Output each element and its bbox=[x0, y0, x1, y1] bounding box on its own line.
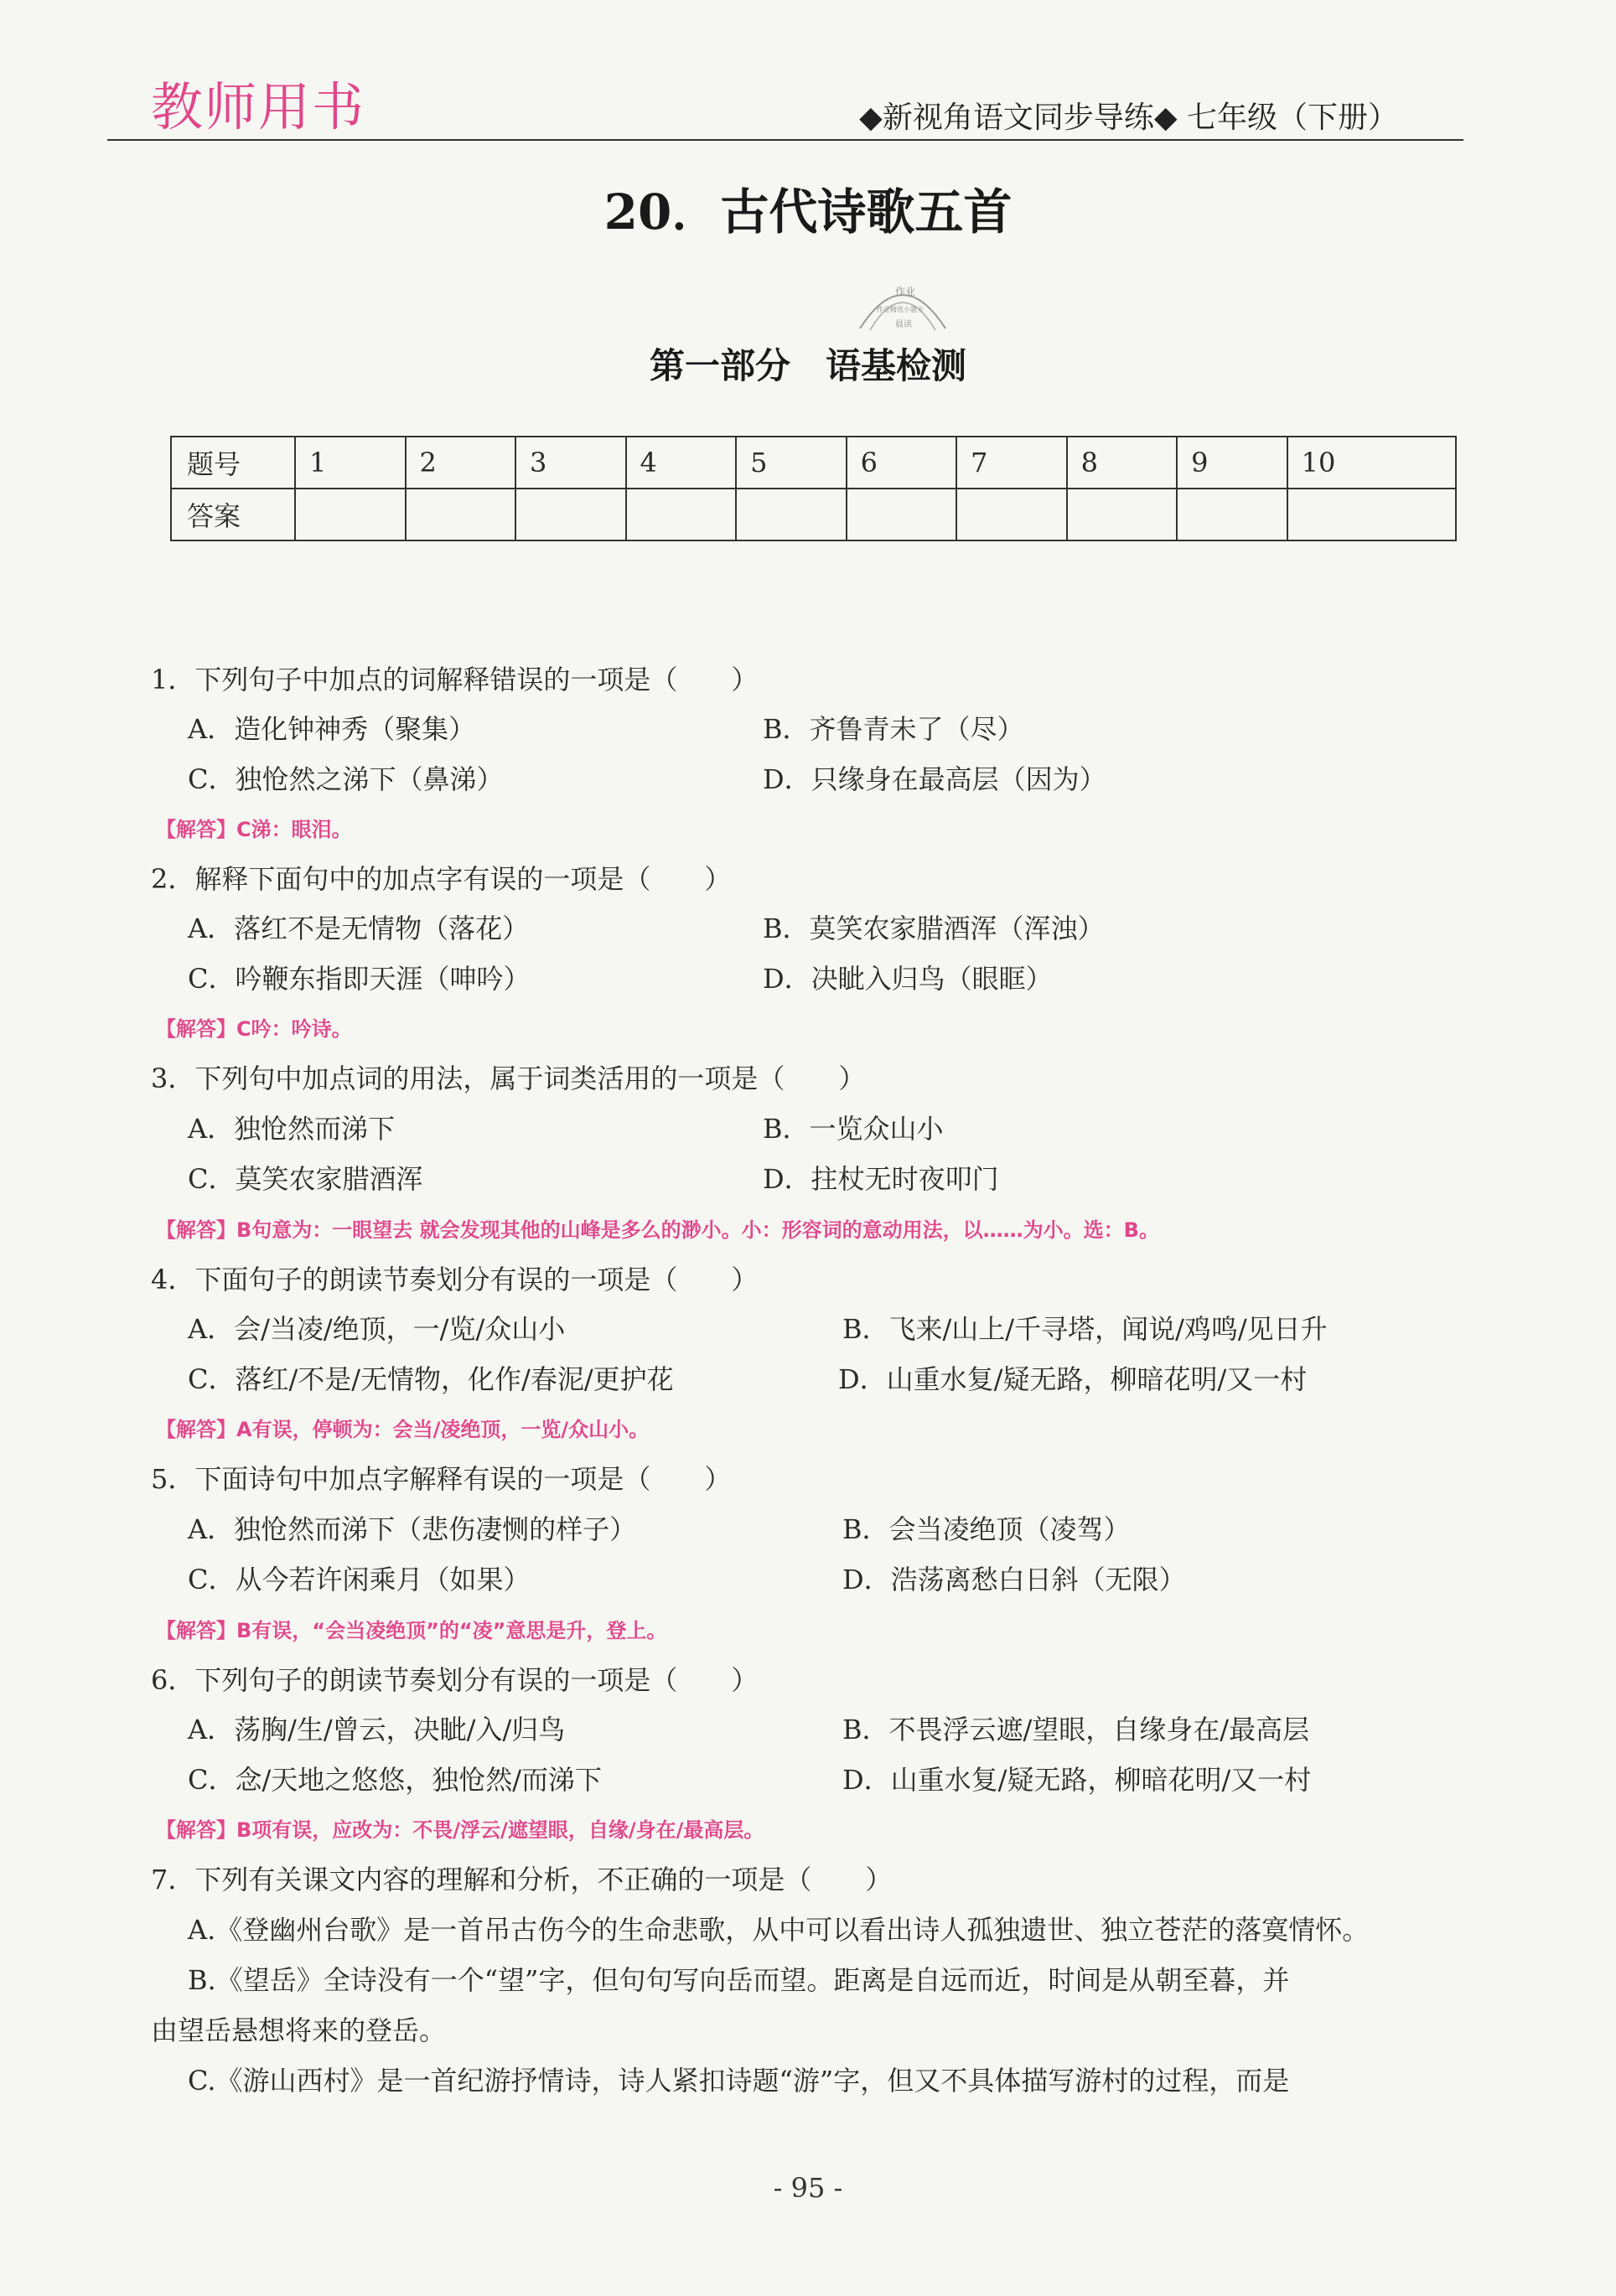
header-brand: 教师用书 bbox=[151, 76, 366, 137]
question-3-option-c: C．莫笑农家腊酒浑 bbox=[188, 1163, 423, 1195]
page-number: - 95 - bbox=[773, 2172, 843, 2204]
lesson-title: 20．古代诗歌五首 bbox=[603, 184, 1013, 240]
question-3-option-b: B．一览众山小 bbox=[763, 1113, 944, 1145]
header-divider bbox=[107, 139, 1463, 141]
question-3-option-a: A．独怆然而涕下 bbox=[188, 1113, 396, 1145]
table-cell-number: 4 bbox=[626, 437, 737, 489]
question-2-option-b: B．莫笑农家腊酒浑（浑浊） bbox=[763, 913, 1105, 944]
table-cell-number: 10 bbox=[1287, 437, 1456, 489]
question-6-option-b: B．不畏浮云遮/望眼，自缘身在/最高层 bbox=[842, 1714, 1310, 1745]
question-6-option-c: C．念/天地之悠悠，独怆然/而涕下 bbox=[188, 1764, 603, 1796]
question-2-option-d: D．决眦入归鸟（眼眶） bbox=[763, 963, 1053, 995]
table-cell-number: 9 bbox=[1177, 437, 1287, 489]
question-5-option-a: A．独怆然而涕下（悲伤凄恻的样子） bbox=[188, 1513, 637, 1545]
table-cell-number: 5 bbox=[736, 437, 847, 489]
table-label-answer: 答案 bbox=[171, 489, 295, 540]
question-1-stem: 1．下列句子中加点的词解释错误的一项是（ ） bbox=[151, 664, 759, 696]
table-cell-answer bbox=[626, 489, 737, 540]
part-title: 第一部分 语基检测 bbox=[649, 345, 966, 386]
stamp-line2: 作业精选小题卡 bbox=[877, 306, 924, 313]
question-1-answer: 【解答】C涕：眼泪。 bbox=[156, 818, 352, 841]
stamp-seal bbox=[852, 270, 954, 339]
table-cell-answer bbox=[295, 489, 406, 540]
question-5-option-b: B．会当凌绝顶（凌驾） bbox=[842, 1513, 1131, 1545]
table-row-answers bbox=[171, 489, 1456, 540]
question-6-option-d: D．山重水复/疑无路，柳暗花明/又一村 bbox=[842, 1764, 1312, 1796]
question-6-answer: 【解答】B项有误，应改为：不畏/浮云/遮望眼，自缘/身在/最高层。 bbox=[156, 1818, 764, 1842]
question-2-stem: 2．解释下面句中的加点字有误的一项是（ ） bbox=[151, 863, 732, 895]
question-3-stem: 3．下列句中加点词的用法，属于词类活用的一项是（ ） bbox=[151, 1063, 866, 1094]
question-4-stem: 4．下面句子的朗读节奏划分有误的一项是（ ） bbox=[151, 1264, 759, 1295]
question-7-option-a: A.《登幽州台歌》是一首吊古伤今的生命悲歌，从中可以看出诗人孤独遗世、独立苍茫的落寞情怀。 bbox=[188, 1914, 1370, 1946]
stamp-line1: 作业 bbox=[895, 286, 916, 297]
question-5-option-c: C．从今若许闲乘月（如果） bbox=[188, 1564, 531, 1595]
question-4-answer: 【解答】A有误，停顿为：会当/凌绝顶，一览/众山小。 bbox=[156, 1418, 650, 1441]
stamp-line3: 晨读 bbox=[895, 320, 912, 329]
table-row-numbers bbox=[171, 437, 1456, 489]
question-2-option-c: C．吟鞭东指即天涯（呻吟） bbox=[188, 963, 531, 995]
question-7-option-c: C.《游山西村》是一首纪游抒情诗，诗人紧扣诗题“游”字，但又不具体描写游村的过程，而是 bbox=[188, 2065, 1290, 2097]
question-7-option-b: B.《望岳》全诗没有一个“望”字，但句句写向岳而望。距离是自远而近，时间是从朝至暮，并 bbox=[188, 1964, 1290, 1996]
question-4-option-a: A．会/当凌/绝顶，一/览/众山小 bbox=[188, 1313, 566, 1345]
table-cell-number: 2 bbox=[406, 437, 516, 489]
question-4-option-c: C．落红/不是/无情物，化作/春泥/更护花 bbox=[188, 1363, 674, 1395]
question-2-option-a: A．落红不是无情物（落花） bbox=[188, 913, 530, 944]
question-5-answer: 【解答】B有误，“会当凌绝顶”的“凌”意思是升，登上。 bbox=[156, 1619, 667, 1642]
question-1-option-c: C．独怆然之涕下（鼻涕） bbox=[188, 763, 504, 795]
table-cell-answer bbox=[956, 489, 1067, 540]
table-cell-answer bbox=[1067, 489, 1178, 540]
table-cell-number: 8 bbox=[1067, 437, 1178, 489]
question-4-option-b: B．飞来/山上/千寻塔，闻说/鸡鸣/见日升 bbox=[842, 1313, 1328, 1345]
question-6-option-a: A．荡胸/生/曾云，决眦/入/归鸟 bbox=[188, 1714, 566, 1745]
table-cell-number: 1 bbox=[295, 437, 406, 489]
table-cell-number: 6 bbox=[847, 437, 957, 489]
table-cell-answer bbox=[1287, 489, 1456, 540]
question-4-option-d: D．山重水复/疑无路，柳暗花明/又一村 bbox=[838, 1363, 1308, 1395]
table-cell-answer bbox=[1177, 489, 1287, 540]
question-6-stem: 6．下列句子的朗读节奏划分有误的一项是（ ） bbox=[151, 1664, 759, 1696]
table-cell-answer bbox=[515, 489, 626, 540]
table-cell-answer bbox=[736, 489, 847, 540]
question-2-answer: 【解答】C吟：吟诗。 bbox=[156, 1017, 352, 1041]
table-cell-answer bbox=[406, 489, 516, 540]
question-1-option-b: B．齐鲁青未了（尽） bbox=[763, 713, 1024, 745]
question-1-option-d: D．只缘身在最高层（因为） bbox=[763, 763, 1106, 795]
question-3-option-d: D．拄杖无时夜叩门 bbox=[763, 1163, 999, 1195]
question-7-option-b-continued: 由望岳悬想将来的登岳。 bbox=[151, 2014, 447, 2046]
question-7-stem: 7．下列有关课文内容的理解和分析，不正确的一项是（ ） bbox=[151, 1864, 893, 1895]
answer-table bbox=[170, 436, 1457, 541]
table-cell-number: 7 bbox=[956, 437, 1067, 489]
question-5-stem: 5．下面诗句中加点字解释有误的一项是（ ） bbox=[151, 1463, 732, 1495]
table-cell-number: 3 bbox=[515, 437, 626, 489]
question-3-answer: 【解答】B句意为：一眼望去 就会发现其他的山峰是多么的渺小。小：形容词的意动用法，以……为小。选：B。 bbox=[156, 1218, 1159, 1242]
question-5-option-d: D．浩荡离愁白日斜（无限） bbox=[842, 1564, 1186, 1595]
table-label-number: 题号 bbox=[171, 437, 295, 489]
table-cell-answer bbox=[847, 489, 957, 540]
header-series: ◆新视角语文同步导练◆ 七年级（下册） bbox=[859, 101, 1398, 135]
question-1-option-a: A．造化钟神秀（聚集） bbox=[188, 713, 476, 745]
